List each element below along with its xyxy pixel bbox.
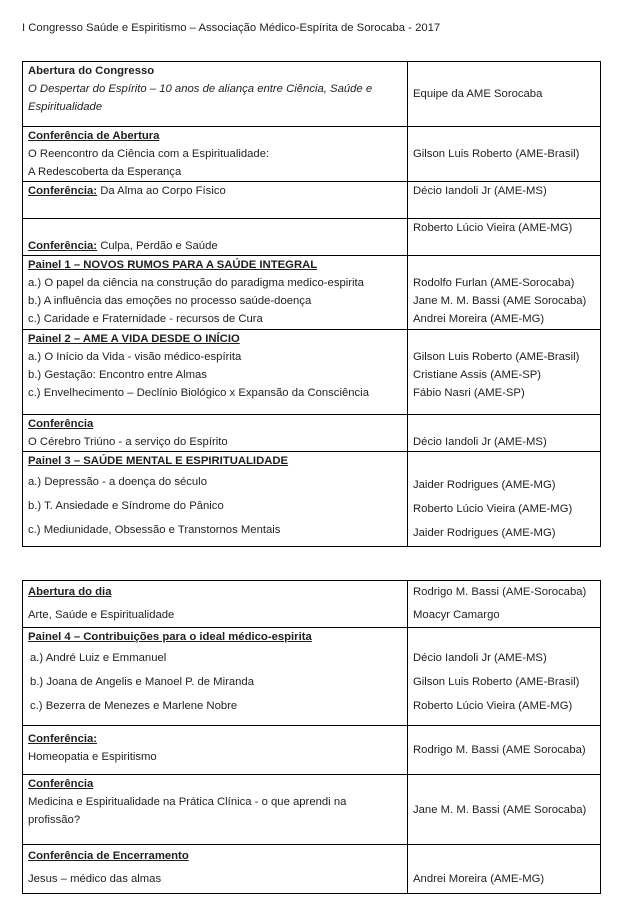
program-table-day2 xyxy=(22,580,601,894)
panel-item: a.) O Início da Vida - visão médico-espírita xyxy=(28,351,242,363)
panel-item: c.) Mediunidade, Obsessão e Transtornos Mentais xyxy=(28,524,281,536)
session-heading: Conferência: xyxy=(28,185,98,197)
table-row xyxy=(23,330,601,415)
session-topic: Jesus – médico das almas xyxy=(28,873,162,885)
speaker-name: Jane M. M. Bassi (AME Sorocaba) xyxy=(413,803,587,816)
session-topic: Homeopatia e Espiritismo xyxy=(28,751,157,763)
speaker-name: Décio Iandoli Jr (AME-MS) xyxy=(413,652,547,664)
table-row xyxy=(23,581,601,628)
speaker-name: Rodolfo Furlan (AME-Sorocaba) xyxy=(413,277,575,289)
speaker-name: Décio Iandoli Jr (AME-MS) xyxy=(413,185,547,197)
table-row xyxy=(23,219,601,256)
session-topic: Da Alma ao Corpo Físico xyxy=(97,185,226,197)
panel-item: c.) Bezerra de Menezes e Marlene Nobre xyxy=(30,700,238,712)
panel-heading: Painel 3 – SAÚDE MENTAL E ESPIRITUALIDADE xyxy=(28,455,289,467)
speaker-name: Jane M. M. Bassi (AME Sorocaba) xyxy=(413,295,587,307)
session-topic: Medicina e Espiritualidade na Prática Clínica - o que aprendi na xyxy=(28,796,347,808)
panel-item: a.) Depressão - a doença do século xyxy=(28,476,207,488)
panel-heading: Painel 1 – NOVOS RUMOS PARA A SAÚDE INTEGRAL xyxy=(28,259,318,271)
speaker-name: Moacyr Camargo xyxy=(413,609,500,621)
session-topic: A Redescoberta da Esperança xyxy=(28,166,182,178)
panel-item: b.) T. Ansiedade e Síndrome do Pânico xyxy=(28,500,224,512)
speaker-name: Andrei Moreira (AME-MG) xyxy=(413,313,545,325)
speaker-name: Gilson Luis Roberto (AME-Brasil) xyxy=(413,148,580,160)
table-row xyxy=(23,726,601,775)
panel-item: b.) Joana de Angelis e Manoel P. de Miranda xyxy=(30,676,254,688)
session-heading: Conferência de Encerramento xyxy=(28,850,189,862)
document-title: I Congresso Saúde e Espiritismo – Associação Médico-Espírita de Sorocaba - 2017 xyxy=(22,22,441,34)
panel-item: b.) Gestação: Encontro entre Almas xyxy=(28,369,207,381)
program-table-day1 xyxy=(22,61,601,547)
session-topic: profissão? xyxy=(28,814,81,826)
session-heading: Conferência: xyxy=(28,240,98,252)
speaker-name: Andrei Moreira (AME-MG) xyxy=(413,873,545,885)
session-line xyxy=(28,182,402,200)
panel-item: c.) Caridade e Fraternidade - recursos de Cura xyxy=(28,313,263,325)
session-topic: O Cérebro Triúno - a serviço do Espírito xyxy=(28,436,228,448)
session-heading: Conferência xyxy=(28,418,94,430)
panel-item: a.) O papel da ciência na construção do paradigma medico-espirita xyxy=(28,277,364,289)
speaker-name: Jaider Rodrigues (AME-MG) xyxy=(413,479,556,491)
speaker-name: Rodrigo M. Bassi (AME Sorocaba) xyxy=(413,744,586,756)
table-row xyxy=(23,415,601,452)
table-row xyxy=(23,775,601,845)
speaker-name: Fábio Nasri (AME-SP) xyxy=(413,387,525,399)
speaker-name: Equipe da AME Sorocaba xyxy=(413,88,543,100)
speaker-name: Cristiane Assis (AME-SP) xyxy=(413,369,542,381)
panel-item: b.) A influência das emoções no processo saúde-doença xyxy=(28,295,312,307)
speaker-name: Gilson Luis Roberto (AME-Brasil) xyxy=(413,351,580,363)
session-subtitle: O Despertar do Espírito – 10 anos de aliança entre Ciência, Saúde e xyxy=(28,83,373,95)
table-row xyxy=(23,62,601,127)
table-row xyxy=(23,182,601,219)
session-subtitle: Espiritualidade xyxy=(28,101,103,113)
panel-item: a.) André Luiz e Emmanuel xyxy=(30,652,167,664)
table-row xyxy=(23,127,601,182)
table-row xyxy=(23,628,601,726)
table-row xyxy=(23,452,601,547)
table-row xyxy=(23,256,601,330)
speaker-name: Rodrigo M. Bassi (AME-Sorocaba) xyxy=(413,586,587,598)
speaker-name: Gilson Luis Roberto (AME-Brasil) xyxy=(413,676,580,688)
panel-heading: Painel 2 – AME A VIDA DESDE O INÍCIO xyxy=(28,333,240,345)
speaker-name: Roberto Lúcio Vieira (AME-MG) xyxy=(413,222,573,234)
table-row xyxy=(23,845,601,894)
session-heading: Abertura do dia xyxy=(28,586,112,598)
speaker-name: Jaider Rodrigues (AME-MG) xyxy=(413,527,556,539)
session-topic: Arte, Saúde e Espiritualidade xyxy=(28,609,175,621)
session-heading: Abertura do Congresso xyxy=(28,65,155,77)
session-topic: Culpa, Perdão e Saúde xyxy=(97,240,218,252)
session-heading: Conferência: xyxy=(28,733,98,745)
speaker-name: Décio Iandoli Jr (AME-MS) xyxy=(413,436,547,448)
speaker-name: Roberto Lúcio Vieira (AME-MG) xyxy=(413,700,573,712)
panel-item: c.) Envelhecimento – Declínio Biológico x Expansão da Consciência xyxy=(28,387,369,399)
session-topic: O Reencontro da Ciência com a Espiritualidade: xyxy=(28,148,270,160)
session-heading: Conferência xyxy=(28,778,94,790)
panel-heading: Painel 4 – Contribuições para o ideal médico-espirita xyxy=(28,631,312,643)
session-heading: Conferência de Abertura xyxy=(28,130,160,142)
speaker-name: Roberto Lúcio Vieira (AME-MG) xyxy=(413,503,573,515)
session-line xyxy=(28,237,402,255)
